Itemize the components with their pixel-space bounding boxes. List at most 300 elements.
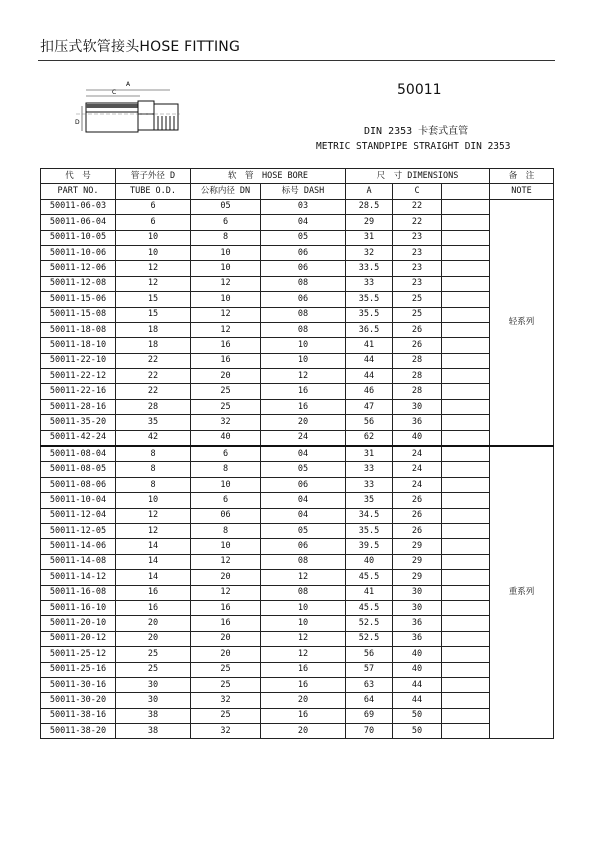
dim-c-cell: 36: [393, 631, 442, 646]
blank-cell: [442, 215, 490, 230]
dn-cell: 12: [191, 322, 261, 337]
dim-c-cell: 44: [393, 677, 442, 692]
dim-a-cell: 63: [346, 677, 393, 692]
tube-od-cell: 20: [116, 631, 191, 646]
dash-cell: 10: [261, 353, 346, 368]
dim-a-cell: 44: [346, 353, 393, 368]
dim-a-cell: 52.5: [346, 616, 393, 631]
heavy-series-row: [41, 508, 554, 523]
tube-od-cell: 10: [116, 493, 191, 508]
dash-cell: 10: [261, 600, 346, 615]
tube-od-cell: 18: [116, 338, 191, 353]
dn-cell: 25: [191, 384, 261, 399]
dn-cell: 32: [191, 724, 261, 739]
tube-od-cell: 6: [116, 215, 191, 230]
col-note-en: NOTE: [490, 184, 554, 199]
part-no-cell: 50011-28-16: [41, 399, 116, 414]
blank-cell: [442, 539, 490, 554]
blank-cell: [442, 508, 490, 523]
part-no-cell: 50011-08-06: [41, 477, 116, 492]
dn-cell: 20: [191, 631, 261, 646]
dash-cell: 20: [261, 415, 346, 430]
dn-cell: 6: [191, 215, 261, 230]
heavy-series-row: [41, 446, 554, 462]
part-no-cell: 50011-15-08: [41, 307, 116, 322]
col-tube-en: TUBE O.D.: [116, 184, 191, 199]
page-title: 扣压式软管接头HOSE FITTING: [40, 39, 241, 55]
part-no-cell: 50011-12-05: [41, 523, 116, 538]
dn-cell: 06: [191, 508, 261, 523]
dim-c-cell: 26: [393, 508, 442, 523]
dim-a-cell: 35: [346, 493, 393, 508]
dash-cell: 08: [261, 554, 346, 569]
part-no-cell: 50011-42-24: [41, 430, 116, 446]
part-no-cell: 50011-16-08: [41, 585, 116, 600]
dim-c-cell: 25: [393, 307, 442, 322]
dn-cell: 25: [191, 399, 261, 414]
dim-a-cell: 31: [346, 230, 393, 245]
dn-cell: 10: [191, 245, 261, 260]
light-series-row: [41, 353, 554, 368]
tube-od-cell: 12: [116, 523, 191, 538]
heavy-series-row: [41, 708, 554, 723]
dash-cell: 16: [261, 708, 346, 723]
heavy-series-row: [41, 523, 554, 538]
dim-c-cell: 24: [393, 477, 442, 492]
heavy-series-row: [41, 616, 554, 631]
dn-cell: 10: [191, 539, 261, 554]
dimensions-table: [40, 168, 554, 739]
dim-a-cell: 33: [346, 276, 393, 291]
light-series-row: [41, 322, 554, 337]
dash-cell: 12: [261, 647, 346, 662]
dn-cell: 8: [191, 230, 261, 245]
part-no-cell: 50011-14-06: [41, 539, 116, 554]
dim-c-cell: 29: [393, 539, 442, 554]
dash-cell: 16: [261, 662, 346, 677]
blank-cell: [442, 523, 490, 538]
dash-cell: 12: [261, 369, 346, 384]
light-series-row: [41, 338, 554, 353]
tube-od-cell: 25: [116, 647, 191, 662]
blank-cell: [442, 353, 490, 368]
dim-a-cell: 33.5: [346, 261, 393, 276]
dim-a-cell: 47: [346, 399, 393, 414]
dash-cell: 20: [261, 724, 346, 739]
dn-cell: 16: [191, 616, 261, 631]
part-no-cell: 50011-18-10: [41, 338, 116, 353]
dim-c-cell: 36: [393, 616, 442, 631]
part-no-cell: 50011-38-20: [41, 724, 116, 739]
part-no-cell: 50011-08-05: [41, 462, 116, 477]
light-series-row: [41, 215, 554, 230]
dn-cell: 8: [191, 462, 261, 477]
part-no-cell: 50011-35-20: [41, 415, 116, 430]
dim-a-cell: 33: [346, 477, 393, 492]
dim-c-cell: 23: [393, 230, 442, 245]
dim-c-cell: 28: [393, 369, 442, 384]
tube-od-cell: 8: [116, 462, 191, 477]
light-series-row: [41, 369, 554, 384]
blank-cell: [442, 338, 490, 353]
tube-od-cell: 12: [116, 276, 191, 291]
dash-cell: 06: [261, 245, 346, 260]
tube-od-cell: 22: [116, 353, 191, 368]
tube-od-cell: 38: [116, 708, 191, 723]
tube-od-cell: 14: [116, 554, 191, 569]
dash-cell: 08: [261, 585, 346, 600]
col-hose-bore: 软 管 HOSE BORE: [191, 169, 346, 184]
heavy-series-row: [41, 677, 554, 692]
tube-od-cell: 22: [116, 384, 191, 399]
heavy-series-row: [41, 693, 554, 708]
dn-cell: 12: [191, 307, 261, 322]
part-no-cell: 50011-20-10: [41, 616, 116, 631]
dash-cell: 16: [261, 399, 346, 414]
col-blank: [442, 184, 490, 199]
dim-c-cell: 40: [393, 647, 442, 662]
heavy-series-row: [41, 724, 554, 739]
dn-cell: 16: [191, 353, 261, 368]
dim-a-cell: 35.5: [346, 523, 393, 538]
part-no-cell: 50011-12-08: [41, 276, 116, 291]
dash-cell: 05: [261, 230, 346, 245]
part-no-cell: 50011-25-16: [41, 662, 116, 677]
dim-a-cell: 70: [346, 724, 393, 739]
dash-cell: 05: [261, 523, 346, 538]
blank-cell: [442, 261, 490, 276]
header-row-1: [41, 169, 554, 184]
dim-c-cell: 44: [393, 693, 442, 708]
dim-a-cell: 32: [346, 245, 393, 260]
blank-cell: [442, 677, 490, 692]
part-number: 50011: [397, 82, 442, 98]
light-series-row: [41, 292, 554, 307]
dash-cell: 10: [261, 338, 346, 353]
dn-cell: 25: [191, 708, 261, 723]
part-no-cell: 50011-15-06: [41, 292, 116, 307]
dash-cell: 06: [261, 292, 346, 307]
blank-cell: [442, 276, 490, 291]
dn-cell: 6: [191, 446, 261, 462]
dn-cell: 32: [191, 415, 261, 430]
tube-od-cell: 14: [116, 570, 191, 585]
dash-cell: 20: [261, 693, 346, 708]
light-series-row: [41, 199, 554, 214]
tube-od-cell: 10: [116, 245, 191, 260]
dim-c-cell: 28: [393, 384, 442, 399]
col-part-cn: 代 号: [41, 169, 116, 184]
dim-c-cell: 25: [393, 292, 442, 307]
heavy-series-row: [41, 477, 554, 492]
tube-od-cell: 25: [116, 662, 191, 677]
part-no-cell: 50011-14-12: [41, 570, 116, 585]
dim-a-cell: 33: [346, 462, 393, 477]
dash-cell: 08: [261, 276, 346, 291]
dn-cell: 10: [191, 261, 261, 276]
dash-cell: 04: [261, 508, 346, 523]
heavy-series-row: [41, 539, 554, 554]
dim-a-cell: 57: [346, 662, 393, 677]
dim-c-cell: 22: [393, 215, 442, 230]
blank-cell: [442, 616, 490, 631]
dash-cell: 06: [261, 539, 346, 554]
blank-cell: [442, 307, 490, 322]
part-no-cell: 50011-30-16: [41, 677, 116, 692]
col-c: C: [393, 184, 442, 199]
fitting-drawing: [72, 76, 182, 151]
part-no-cell: 50011-08-04: [41, 446, 116, 462]
dn-cell: 20: [191, 369, 261, 384]
light-series-row: [41, 399, 554, 414]
dim-a-cell: 28.5: [346, 199, 393, 214]
part-no-cell: 50011-20-12: [41, 631, 116, 646]
col-note-cn: 备 注: [490, 169, 554, 184]
dim-a-cell: 35.5: [346, 307, 393, 322]
col-dn: 公称内径 DN: [191, 184, 261, 199]
blank-cell: [442, 600, 490, 615]
dash-cell: 04: [261, 215, 346, 230]
dim-a-cell: 56: [346, 415, 393, 430]
part-no-cell: 50011-06-03: [41, 199, 116, 214]
heavy-series-row: [41, 662, 554, 677]
header-row-2: [41, 184, 554, 199]
blank-cell: [442, 662, 490, 677]
header-divider: [38, 60, 555, 61]
light-series-row: [41, 245, 554, 260]
dim-c-cell: 23: [393, 245, 442, 260]
dash-cell: 12: [261, 631, 346, 646]
tube-od-cell: 18: [116, 322, 191, 337]
blank-cell: [442, 647, 490, 662]
dim-a-cell: 56: [346, 647, 393, 662]
dim-c-cell: 28: [393, 353, 442, 368]
dim-a-cell: 36.5: [346, 322, 393, 337]
blank-cell: [442, 708, 490, 723]
part-no-cell: 50011-25-12: [41, 647, 116, 662]
dim-a-cell: 31: [346, 446, 393, 462]
heavy-series-row: [41, 600, 554, 615]
part-no-cell: 50011-22-16: [41, 384, 116, 399]
heavy-series-row: [41, 631, 554, 646]
dim-a-cell: 34.5: [346, 508, 393, 523]
light-series-row: [41, 430, 554, 446]
blank-cell: [442, 724, 490, 739]
dim-a-cell: 52.5: [346, 631, 393, 646]
part-no-cell: 50011-14-08: [41, 554, 116, 569]
dim-c-cell: 29: [393, 554, 442, 569]
light-series-row: [41, 261, 554, 276]
blank-cell: [442, 369, 490, 384]
dn-cell: 20: [191, 647, 261, 662]
col-tube-cn: 管子外径 D: [116, 169, 191, 184]
heavy-series-row: [41, 570, 554, 585]
blank-cell: [442, 292, 490, 307]
dim-a-cell: 41: [346, 585, 393, 600]
blank-cell: [442, 415, 490, 430]
dn-cell: 16: [191, 600, 261, 615]
dn-cell: 25: [191, 677, 261, 692]
dn-cell: 40: [191, 430, 261, 446]
part-no-cell: 50011-10-05: [41, 230, 116, 245]
tube-od-cell: 12: [116, 261, 191, 276]
dim-c-cell: 50: [393, 724, 442, 739]
part-no-cell: 50011-30-20: [41, 693, 116, 708]
tube-od-cell: 28: [116, 399, 191, 414]
dim-c-cell: 40: [393, 662, 442, 677]
standard-title-cn: DIN 2353 卡套式直管: [364, 126, 469, 137]
part-no-cell: 50011-10-06: [41, 245, 116, 260]
col-a: A: [346, 184, 393, 199]
dim-a-cell: 35.5: [346, 292, 393, 307]
tube-od-cell: 20: [116, 616, 191, 631]
dash-cell: 16: [261, 384, 346, 399]
dim-a-cell: 45.5: [346, 570, 393, 585]
heavy-series-row: [41, 462, 554, 477]
dash-cell: 10: [261, 616, 346, 631]
light-series-row: [41, 384, 554, 399]
dash-cell: 05: [261, 462, 346, 477]
dash-cell: 03: [261, 199, 346, 214]
dim-label-a: A: [126, 81, 131, 88]
dash-cell: 06: [261, 477, 346, 492]
heavy-series-note: 重系列: [490, 446, 554, 739]
blank-cell: [442, 493, 490, 508]
dim-c-cell: 36: [393, 415, 442, 430]
dim-a-cell: 62: [346, 430, 393, 446]
blank-cell: [442, 245, 490, 260]
tube-od-cell: 16: [116, 585, 191, 600]
dn-cell: 20: [191, 570, 261, 585]
blank-cell: [442, 399, 490, 414]
light-series-row: [41, 307, 554, 322]
part-no-cell: 50011-12-06: [41, 261, 116, 276]
dim-a-cell: 29: [346, 215, 393, 230]
dn-cell: 10: [191, 292, 261, 307]
dash-cell: 12: [261, 570, 346, 585]
dim-c-cell: 23: [393, 261, 442, 276]
dim-c-cell: 24: [393, 446, 442, 462]
heavy-series-row: [41, 554, 554, 569]
tube-od-cell: 35: [116, 415, 191, 430]
col-dash: 标号 DASH: [261, 184, 346, 199]
tube-od-cell: 12: [116, 508, 191, 523]
dim-label-d: D: [75, 119, 80, 126]
dim-a-cell: 45.5: [346, 600, 393, 615]
dn-cell: 8: [191, 523, 261, 538]
dim-a-cell: 44: [346, 369, 393, 384]
dn-cell: 12: [191, 554, 261, 569]
tube-od-cell: 16: [116, 600, 191, 615]
dim-a-cell: 69: [346, 708, 393, 723]
dn-cell: 10: [191, 477, 261, 492]
dim-c-cell: 30: [393, 585, 442, 600]
blank-cell: [442, 631, 490, 646]
dn-cell: 32: [191, 693, 261, 708]
heavy-series-row: [41, 585, 554, 600]
light-series-row: [41, 415, 554, 430]
dim-c-cell: 26: [393, 493, 442, 508]
dn-cell: 12: [191, 585, 261, 600]
blank-cell: [442, 384, 490, 399]
part-no-cell: 50011-12-04: [41, 508, 116, 523]
tube-od-cell: 30: [116, 693, 191, 708]
dim-a-cell: 41: [346, 338, 393, 353]
dash-cell: 24: [261, 430, 346, 446]
dim-c-cell: 40: [393, 430, 442, 446]
dn-cell: 12: [191, 276, 261, 291]
blank-cell: [442, 477, 490, 492]
light-series-row: [41, 276, 554, 291]
dim-c-cell: 22: [393, 199, 442, 214]
light-series-note: 轻系列: [490, 199, 554, 446]
dim-c-cell: 23: [393, 276, 442, 291]
dim-c-cell: 26: [393, 322, 442, 337]
dn-cell: 6: [191, 493, 261, 508]
blank-cell: [442, 199, 490, 214]
dim-a-cell: 64: [346, 693, 393, 708]
col-dimensions: 尺 寸 DIMENSIONS: [346, 169, 490, 184]
part-no-cell: 50011-22-12: [41, 369, 116, 384]
tube-od-cell: 10: [116, 230, 191, 245]
blank-cell: [442, 693, 490, 708]
tube-od-cell: 8: [116, 477, 191, 492]
col-part-en: PART NO.: [41, 184, 116, 199]
blank-cell: [442, 230, 490, 245]
part-no-cell: 50011-10-04: [41, 493, 116, 508]
heavy-series-row: [41, 647, 554, 662]
dim-c-cell: 26: [393, 523, 442, 538]
dim-c-cell: 50: [393, 708, 442, 723]
dn-cell: 16: [191, 338, 261, 353]
standard-title-en: METRIC STANDPIPE STRAIGHT DIN 2353: [316, 141, 511, 152]
dash-cell: 04: [261, 493, 346, 508]
dim-c-cell: 24: [393, 462, 442, 477]
tube-od-cell: 14: [116, 539, 191, 554]
blank-cell: [442, 430, 490, 446]
heavy-series-row: [41, 493, 554, 508]
blank-cell: [442, 554, 490, 569]
tube-od-cell: 22: [116, 369, 191, 384]
tube-od-cell: 6: [116, 199, 191, 214]
dash-cell: 16: [261, 677, 346, 692]
blank-cell: [442, 322, 490, 337]
dim-a-cell: 46: [346, 384, 393, 399]
part-no-cell: 50011-16-10: [41, 600, 116, 615]
part-no-cell: 50011-22-10: [41, 353, 116, 368]
tube-od-cell: 8: [116, 446, 191, 462]
tube-od-cell: 38: [116, 724, 191, 739]
tube-od-cell: 42: [116, 430, 191, 446]
part-no-cell: 50011-06-04: [41, 215, 116, 230]
blank-cell: [442, 462, 490, 477]
light-series-row: [41, 230, 554, 245]
part-no-cell: 50011-38-16: [41, 708, 116, 723]
blank-cell: [442, 570, 490, 585]
dn-cell: 25: [191, 662, 261, 677]
dash-cell: 06: [261, 261, 346, 276]
tube-od-cell: 30: [116, 677, 191, 692]
dim-c-cell: 26: [393, 338, 442, 353]
dash-cell: 08: [261, 322, 346, 337]
dash-cell: 04: [261, 446, 346, 462]
blank-cell: [442, 585, 490, 600]
tube-od-cell: 15: [116, 292, 191, 307]
dn-cell: 05: [191, 199, 261, 214]
dim-c-cell: 29: [393, 570, 442, 585]
blank-cell: [442, 446, 490, 462]
dim-c-cell: 30: [393, 399, 442, 414]
